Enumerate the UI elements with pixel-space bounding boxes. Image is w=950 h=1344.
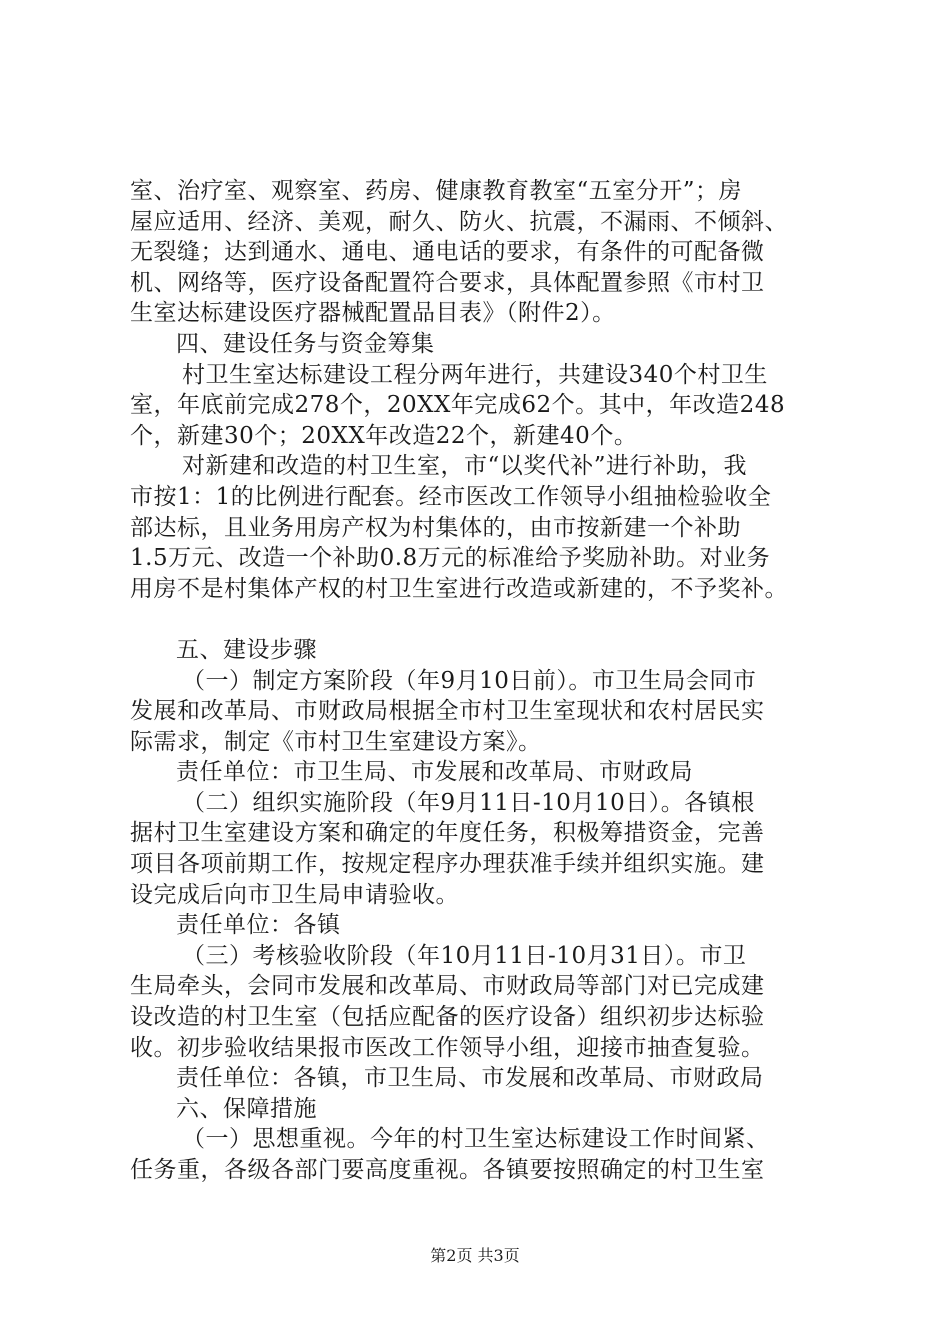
- paragraph-start: （一）思想重视。今年的村卫生室达标建设工作时间紧、: [182, 1126, 770, 1153]
- text-line: 部达标，且业务用房产权为村集体的，由市按新建一个补助: [130, 514, 741, 541]
- text-line: 机、网络等，医疗设备配置符合要求，具体配置参照《市村卫: [130, 269, 765, 296]
- section-heading: 五、建设步骤: [176, 636, 317, 663]
- text-line: 市按1：1的比例进行配套。经市医改工作领导小组抽检验收全: [130, 483, 772, 510]
- paragraph-start: （一）制定方案阶段（年9月10日前）。市卫生局会同市: [182, 667, 757, 694]
- section-heading: 六、保障措施: [176, 1095, 317, 1122]
- section-heading: 四、建设任务与资金筹集: [176, 330, 435, 357]
- text-line: 生室达标建设医疗器械配置品目表》（附件2）。: [130, 300, 616, 327]
- document-body: [130, 176, 850, 1186]
- text-line: 收。初步验收结果报市医改工作领导小组，迎接市抽查复验。: [130, 1034, 765, 1061]
- blank-line: [130, 604, 850, 635]
- text-line: 据村卫生室建设方案和确定的年度任务，积极筹措资金，完善: [130, 820, 765, 847]
- text-line: 设完成后向市卫生局申请验收。: [130, 881, 459, 908]
- text-line: 设改造的村卫生室（包括应配备的医疗设备）组织初步达标验: [130, 1004, 765, 1031]
- paragraph-start: 对新建和改造的村卫生室，市“以奖代补”进行补助，我: [182, 453, 748, 480]
- paragraph-start: 村卫生室达标建设工程分两年进行，共建设340个村卫生: [182, 361, 768, 388]
- text-line: 室、治疗室、观察室、药房、健康教育教室“五室分开”；房: [130, 178, 743, 204]
- page-footer: 第2页 共3页: [430, 1246, 520, 1265]
- paragraph-start: （三）考核验收阶段（年10月11日-10月31日）。市卫: [182, 942, 747, 969]
- responsible-unit: 责任单位：各镇: [176, 912, 341, 939]
- text-line: 任务重，各级各部门要高度重视。各镇要按照确定的村卫生室: [130, 1157, 765, 1183]
- text-line: 1.5万元、改造一个补助0.8万元的标准给予奖励补助。对业务: [130, 545, 771, 572]
- text-line: 用房不是村集体产权的村卫生室进行改造或新建的，不予奖补。: [130, 575, 788, 602]
- text-line: 生局牵头，会同市发展和改革局、市财政局等部门对已完成建: [130, 973, 765, 1000]
- text-line: 发展和改革局、市财政局根据全市村卫生室现状和农村居民实: [130, 698, 765, 725]
- text-line: 室，年底前完成278个，20XX年完成62个。其中，年改造248: [130, 392, 786, 419]
- responsible-unit: 责任单位：市卫生局、市发展和改革局、市财政局: [176, 759, 693, 786]
- text-line: 无裂缝；达到通水、通电、通电话的要求，有条件的可配备微: [130, 239, 765, 266]
- text-line: 个，新建30个；20XX年改造22个，新建40个。: [130, 422, 638, 449]
- text-line: 屋应适用、经济、美观，耐久、防火、抗震，不漏雨、不倾斜、: [130, 208, 788, 235]
- responsible-unit: 责任单位：各镇，市卫生局、市发展和改革局、市财政局: [176, 1065, 764, 1092]
- text-line: 际需求，制定《市村卫生室建设方案》。: [130, 728, 542, 755]
- text-line: 项目各项前期工作，按规定程序办理获准手续并组织实施。建: [130, 851, 765, 878]
- paragraph-start: （二）组织实施阶段（年9月11日-10月10日）。各镇根: [182, 789, 755, 816]
